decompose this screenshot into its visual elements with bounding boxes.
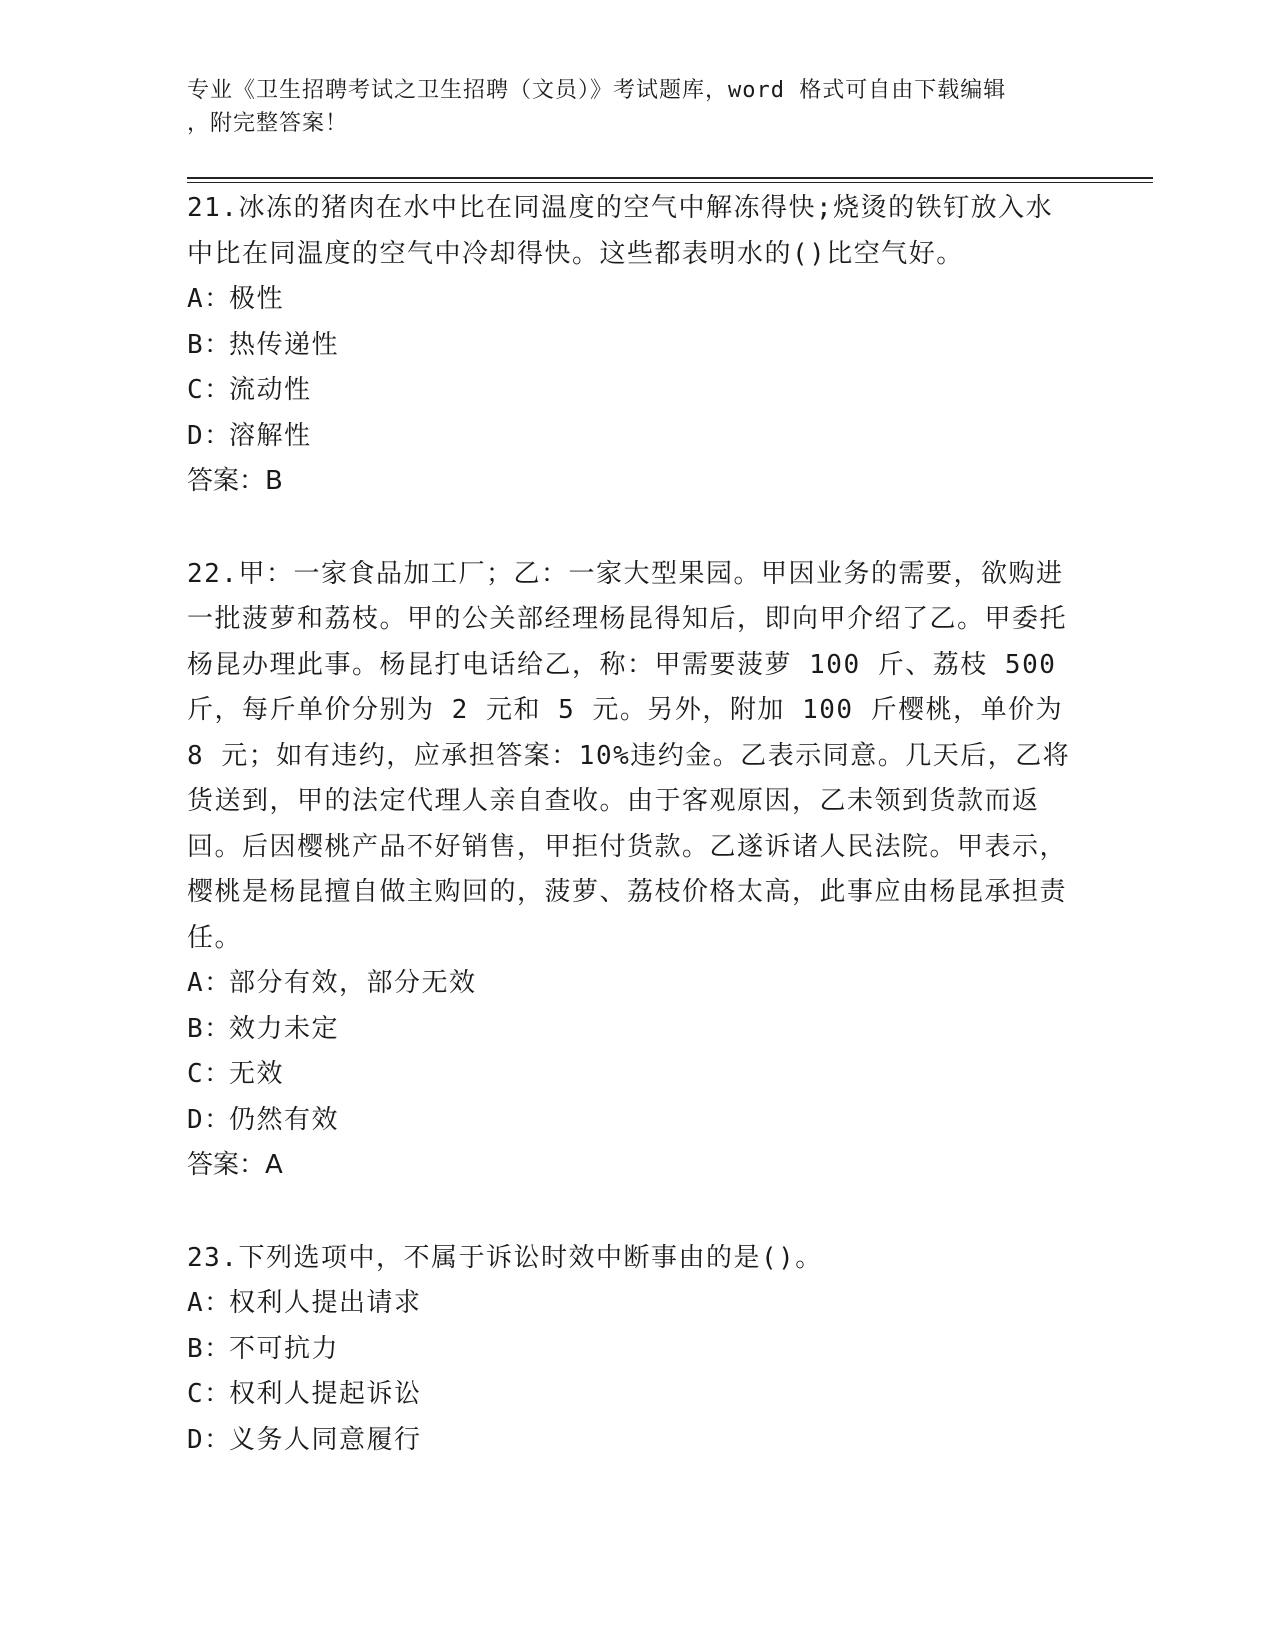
option-b — [187, 1007, 1077, 1053]
option-c — [187, 1372, 1077, 1418]
option-text: 部分有效，部分无效 — [229, 968, 477, 998]
option-c — [187, 368, 1077, 414]
option-text: 极性 — [229, 284, 285, 314]
question-list — [187, 186, 1077, 1463]
answer-line: 答案：A — [187, 1150, 283, 1180]
header-divider-thin — [187, 182, 1153, 183]
option-key: B： — [187, 329, 232, 360]
option-key: A： — [187, 284, 232, 314]
option-key: D： — [187, 1104, 232, 1135]
header-line-2: ，附完整答案！ — [187, 111, 349, 136]
question-21 — [187, 186, 1077, 505]
option-key: A： — [187, 1288, 232, 1318]
option-text: 效力未定 — [229, 1013, 340, 1044]
option-b — [187, 323, 1077, 369]
option-a — [187, 961, 1077, 1007]
option-key: B： — [187, 1013, 232, 1044]
option-text: 权利人提出请求 — [229, 1288, 422, 1318]
question-text: 22.甲：一家食品加工厂；乙：一家大型果园。甲因业务的需要，欲购进一批菠萝和荔枝。甲的公关部经理杨昆得知后，即向甲介绍了乙。甲委托杨昆办理此事。杨昆打电话给乙，称：甲需要菠萝 100 斤、荔枝 500 斤，每斤单价分别为 2 元和 5 元。另外，附加 100 斤樱桃，单价为 8 元；如有违约，应承担答案：10%违约金。乙表示同意。几天后，乙将货送到，甲的法定代理人亲自查收。由于客观原因，乙未领到货款而返回。后因樱桃产品不好销售，甲拒付货款。乙遂诉诸人民法院。甲表示，樱桃是杨昆擅自做主购回的，菠萝、荔枝价格太高，此事应由杨昆承担责任。 — [187, 558, 1071, 953]
header-line-1: 专业《卫生招聘考试之卫生招聘（文员）》考试题库，word 格式可自由下载编辑 — [187, 78, 1007, 103]
answer-line: 答案：B — [187, 466, 283, 496]
option-text: 无效 — [229, 1059, 285, 1089]
option-key: A： — [187, 968, 232, 998]
option-key: C： — [187, 375, 232, 405]
option-d — [187, 1098, 1077, 1144]
header-divider-thick — [187, 177, 1153, 179]
option-d — [187, 1418, 1077, 1464]
option-key: C： — [187, 1379, 232, 1409]
question-22 — [187, 552, 1077, 1189]
spacer — [187, 1189, 1077, 1236]
document-header — [187, 74, 1067, 140]
question-23 — [187, 1236, 1077, 1464]
option-key: C： — [187, 1059, 232, 1089]
option-text: 权利人提起诉讼 — [229, 1379, 422, 1409]
option-c — [187, 1052, 1077, 1098]
question-text: 23.下列选项中，不属于诉讼时效中断事由的是()。 — [187, 1242, 823, 1273]
option-text: 义务人同意履行 — [229, 1424, 422, 1455]
option-key: D： — [187, 1424, 232, 1455]
option-a — [187, 1281, 1077, 1327]
spacer — [187, 505, 1077, 552]
option-text: 不可抗力 — [229, 1333, 340, 1364]
option-key: B： — [187, 1333, 232, 1364]
option-key: D： — [187, 420, 232, 451]
option-text: 流动性 — [229, 375, 312, 405]
option-d — [187, 414, 1077, 460]
option-text: 溶解性 — [229, 420, 312, 451]
option-b — [187, 1327, 1077, 1373]
option-text: 热传递性 — [229, 329, 340, 360]
option-a — [187, 277, 1077, 323]
option-text: 仍然有效 — [229, 1104, 340, 1135]
question-text: 21.冰冻的猪肉在水中比在同温度的空气中解冻得快;烧烫的铁钉放入水中比在同温度的空气中冷却得快。这些都表明水的()比空气好。 — [187, 193, 1054, 269]
